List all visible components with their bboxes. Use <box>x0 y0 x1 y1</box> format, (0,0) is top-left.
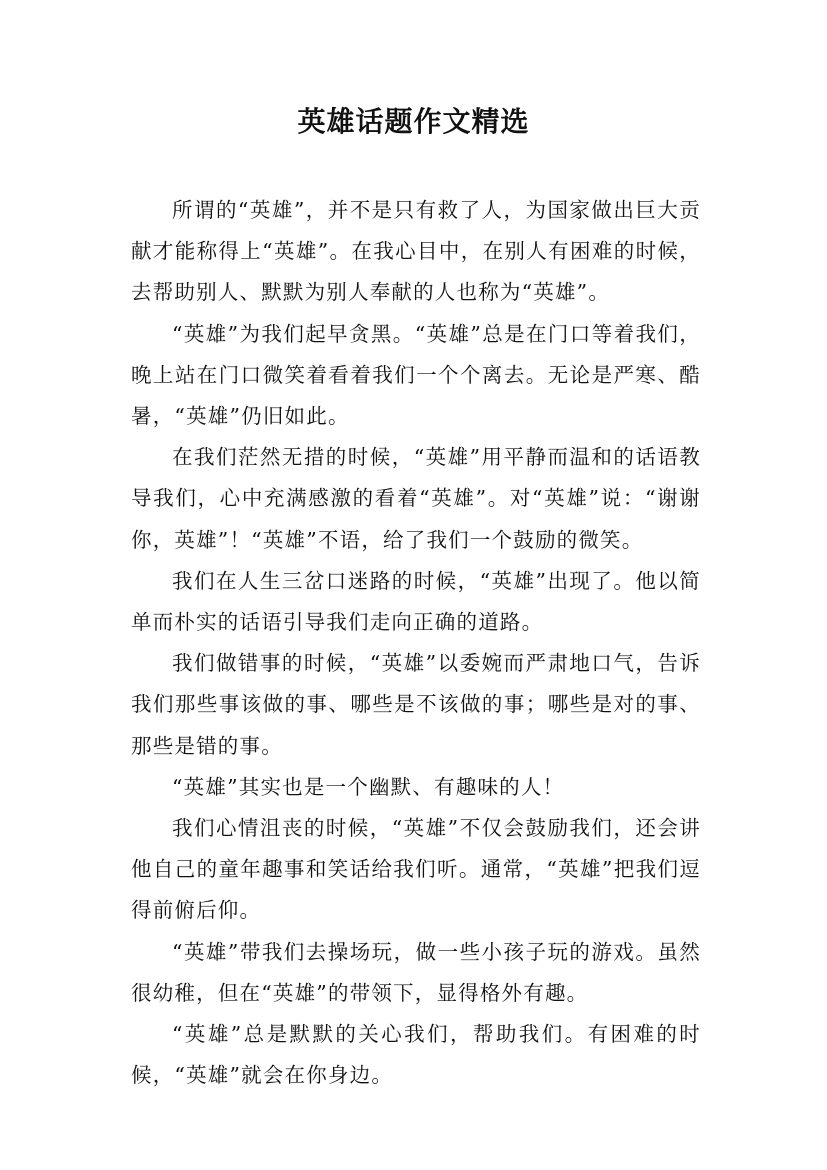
paragraph: “英雄”其实也是一个幽默、有趣味的人！ <box>172 774 565 799</box>
paragraph: “英雄”总是默默的关心我们，帮助我们。有困难的时候，“英雄”就会在你身边。 <box>131 1022 701 1088</box>
document-body <box>131 190 701 1096</box>
paragraph: 我们在人生三岔口迷路的时候，“英雄”出现了。他以简单而朴实的话语引导我们走向正确的道路。 <box>131 568 701 635</box>
paragraph: 所谓的“英雄”，并不是只有救了人，为国家做出巨大贡献才能称得上“英雄”。在我心目中，在别人有困难的时候，去帮助别人、默默为别人奉献的人也称为“英雄”。 <box>131 198 701 305</box>
paragraph: “英雄”带我们去操场玩，做一些小孩子玩的游戏。虽然很幼稚，但在“英雄”的带领下，显得格外有趣。 <box>131 939 701 1005</box>
paragraph: 我们做错事的时候，“英雄”以委婉而严肃地口气，告诉我们那些事该做的事、哪些是不该做的事；哪些是对的事、那些是错的事。 <box>131 651 701 758</box>
paragraph: 我们心情沮丧的时候，“英雄”不仅会鼓励我们，还会讲他自己的童年趣事和笑话给我们听。通常，“英雄”把我们逗得前俯后仰。 <box>131 816 701 923</box>
document-title: 英雄话题作文精选 <box>297 105 530 138</box>
paragraph: “英雄”为我们起早贪黑。“英雄”总是在门口等着我们，晚上站在门口微笑着看着我们一个个离去。无论是严寒、酷暑，“英雄”仍旧如此。 <box>131 321 701 429</box>
paragraph: 在我们茫然无措的时候，“英雄”用平静而温和的话语教导我们，心中充满感激的看着“英雄”。对“英雄”说：“谢谢你，英雄”！“英雄”不语，给了我们一个鼓励的微笑。 <box>131 445 701 552</box>
